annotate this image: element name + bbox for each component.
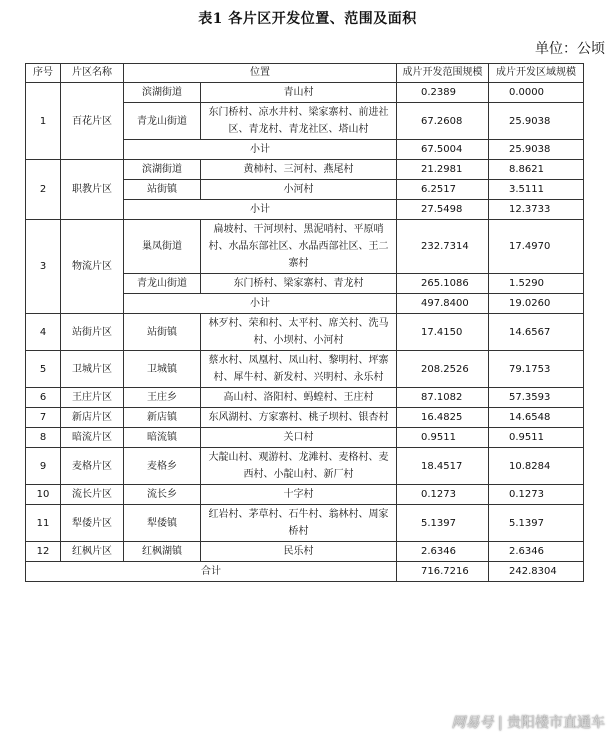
total-region: 242.8304 [489,562,584,582]
cell-villages: 高山村、洛阳村、蚂蝗村、王庄村 [201,388,397,408]
total-label: 合计 [26,562,397,582]
cell-street: 站街镇 [124,314,201,351]
header-zone: 片区名称 [61,64,124,83]
table-row [26,220,584,274]
cell-zone: 新店片区 [61,408,124,428]
table-row [26,83,584,103]
subtotal-region: 19.0260 [489,294,584,314]
cell-street: 麦格乡 [124,448,201,485]
cell-no: 2 [26,160,61,220]
cell-no: 6 [26,388,61,408]
cell-scope: 232.7314 [397,220,489,274]
cell-villages: 红岩村、茅草村、石牛村、翁林村、周家桥村 [201,505,397,542]
cell-street: 红枫湖镇 [124,542,201,562]
cell-street: 青龙山街道 [124,274,201,294]
watermark-logo: 网易号 [451,715,494,731]
cell-villages: 民乐村 [201,542,397,562]
watermark-account: 贵阳楼市直通车 [507,715,605,731]
cell-street: 滨湖街道 [124,83,201,103]
cell-zone: 流长片区 [61,485,124,505]
cell-scope: 208.2526 [397,351,489,388]
table-row [26,505,584,542]
cell-region: 25.9038 [489,103,584,140]
cell-zone: 站街片区 [61,314,124,351]
cell-villages: 大靛山村、观游村、龙滩村、麦格村、麦西村、小靛山村、新厂村 [201,448,397,485]
cell-street: 犁倭镇 [124,505,201,542]
total-scope: 716.7216 [397,562,489,582]
cell-scope: 18.4517 [397,448,489,485]
cell-scope: 0.9511 [397,428,489,448]
cell-scope: 67.2608 [397,103,489,140]
cell-street: 滨湖街道 [124,160,201,180]
cell-no: 5 [26,351,61,388]
cell-scope: 87.1082 [397,388,489,408]
table-row [26,408,584,428]
cell-region: 10.8284 [489,448,584,485]
table-row [26,314,584,351]
cell-region: 0.0000 [489,83,584,103]
cell-scope: 265.1086 [397,274,489,294]
cell-zone: 暗流片区 [61,428,124,448]
table-row [26,485,584,505]
cell-region: 2.6346 [489,542,584,562]
header-region: 成片开发区域规模 [489,64,584,83]
cell-no: 1 [26,83,61,160]
cell-zone: 麦格片区 [61,448,124,485]
cell-street: 卫城镇 [124,351,201,388]
cell-region: 0.9511 [489,428,584,448]
unit-label: 单位：公顷 [535,41,605,57]
cell-street: 青龙山街道 [124,103,201,140]
cell-scope: 16.4825 [397,408,489,428]
cell-zone: 王庄片区 [61,388,124,408]
subtotal-label: 小计 [124,140,397,160]
cell-region: 14.6567 [489,314,584,351]
table-row [26,351,584,388]
table-row [26,160,584,180]
cell-street: 流长乡 [124,485,201,505]
header-location: 位置 [124,64,397,83]
cell-villages: 东门桥村、凉水井村、梁家寨村、前进社区、青龙村、青龙社区、塔山村 [201,103,397,140]
cell-zone: 百花片区 [61,83,124,160]
cell-zone: 红枫片区 [61,542,124,562]
subtotal-region: 12.3733 [489,200,584,220]
cell-scope: 21.2981 [397,160,489,180]
subtotal-scope: 67.5004 [397,140,489,160]
cell-zone: 职教片区 [61,160,124,220]
subtotal-scope: 497.8400 [397,294,489,314]
subtotal-label: 小计 [124,200,397,220]
header-scope: 成片开发范围规模 [397,64,489,83]
cell-region: 0.1273 [489,485,584,505]
cell-villages: 黄柿村、三河村、燕尾村 [201,160,397,180]
cell-region: 1.5290 [489,274,584,294]
cell-villages: 青山村 [201,83,397,103]
cell-villages: 蔡水村、凤凰村、凤山村、黎明村、坪寨村、犀牛村、新发村、兴明村、永乐村 [201,351,397,388]
cell-villages: 林歹村、荣和村、太平村、席关村、洗马村、小坝村、小河村 [201,314,397,351]
cell-region: 57.3593 [489,388,584,408]
cell-region: 79.1753 [489,351,584,388]
table-row [26,388,584,408]
cell-no: 4 [26,314,61,351]
cell-villages: 东门桥村、梁家寨村、青龙村 [201,274,397,294]
watermark-separator: | [497,715,503,731]
cell-street: 暗流镇 [124,428,201,448]
cell-zone: 物流片区 [61,220,124,314]
cell-street: 站街镇 [124,180,201,200]
total-row [26,562,584,582]
cell-villages: 十字村 [201,485,397,505]
cell-zone: 犁倭片区 [61,505,124,542]
cell-villages: 扁坡村、干河坝村、黑泥哨村、平原哨村、水晶东部社区、水晶西部社区、王二寨村 [201,220,397,274]
cell-region: 14.6548 [489,408,584,428]
table-row [26,448,584,485]
cell-villages: 关口村 [201,428,397,448]
cell-region: 3.5111 [489,180,584,200]
cell-scope: 17.4150 [397,314,489,351]
table-row [26,428,584,448]
cell-region: 5.1397 [489,505,584,542]
cell-no: 11 [26,505,61,542]
cell-region: 8.8621 [489,160,584,180]
subtotal-region: 25.9038 [489,140,584,160]
cell-street: 王庄乡 [124,388,201,408]
cell-region: 17.4970 [489,220,584,274]
watermark [451,712,605,732]
subtotal-scope: 27.5498 [397,200,489,220]
cell-villages: 小河村 [201,180,397,200]
cell-no: 12 [26,542,61,562]
cell-scope: 6.2517 [397,180,489,200]
cell-no: 3 [26,220,61,314]
cell-zone: 卫城片区 [61,351,124,388]
header-row [26,64,584,83]
development-table [25,63,584,582]
cell-villages: 东风湖村、方家寨村、桃子坝村、银杏村 [201,408,397,428]
cell-scope: 2.6346 [397,542,489,562]
cell-no: 10 [26,485,61,505]
header-no: 序号 [26,64,61,83]
cell-scope: 0.2389 [397,83,489,103]
cell-no: 7 [26,408,61,428]
cell-street: 巢凤街道 [124,220,201,274]
cell-scope: 5.1397 [397,505,489,542]
table-title: 表1 各片区开发位置、范围及面积 [198,11,417,27]
cell-street: 新店镇 [124,408,201,428]
cell-scope: 0.1273 [397,485,489,505]
table-row [26,542,584,562]
cell-no: 8 [26,428,61,448]
subtotal-label: 小计 [124,294,397,314]
cell-no: 9 [26,448,61,485]
